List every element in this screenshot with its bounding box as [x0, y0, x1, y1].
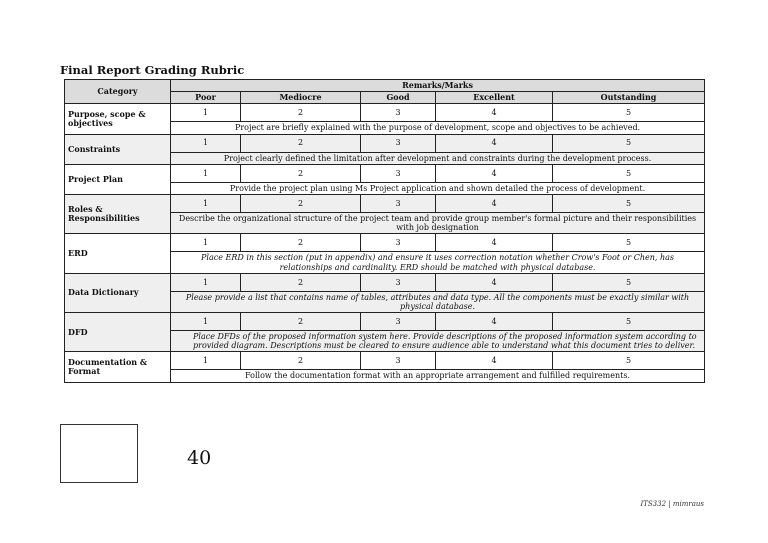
- score-cell: 2: [241, 104, 361, 122]
- table-row: [65, 313, 705, 331]
- score-cell: 3: [361, 273, 436, 291]
- score-cell: 4: [436, 352, 553, 370]
- grading-rubric-table: [64, 79, 705, 383]
- category-cell: ERD: [65, 234, 171, 273]
- table-row: [65, 164, 705, 182]
- table-row: [65, 194, 705, 212]
- score-cell: 1: [171, 273, 241, 291]
- score-cell: 2: [241, 164, 361, 182]
- score-cell: 4: [436, 194, 553, 212]
- category-cell: DFD: [65, 313, 171, 352]
- page-footer: ITS332 | mimraus: [640, 500, 704, 508]
- score-cell: 2: [241, 313, 361, 331]
- score-cell: 4: [436, 104, 553, 122]
- description-cell: Please provide a list that contains name of tables, attributes and data type. All the components must be exactly similar with physical database.: [171, 291, 705, 312]
- score-cell: 3: [361, 313, 436, 331]
- score-cell: 1: [171, 134, 241, 152]
- score-cell: 1: [171, 313, 241, 331]
- score-cell: 1: [171, 234, 241, 252]
- category-cell: Project Plan: [65, 164, 171, 194]
- level-header-excellent: Excellent: [436, 92, 553, 104]
- description-cell: Place DFDs of the proposed information system here. Provide descriptions of the proposed information system according to provided diagram. Descriptions must be cleared to ensure audience able to understand what this document tries to deliver.: [171, 331, 705, 352]
- score-cell: 5: [553, 352, 705, 370]
- score-cell: 3: [361, 234, 436, 252]
- score-cell: 5: [553, 194, 705, 212]
- score-cell: 3: [361, 352, 436, 370]
- category-cell: Data Dictionary: [65, 273, 171, 312]
- score-cell: 3: [361, 194, 436, 212]
- table-row: [65, 273, 705, 291]
- description-cell: Follow the documentation format with an appropriate arrangement and fulfilled requirements.: [171, 370, 705, 382]
- table-row: [65, 104, 705, 122]
- description-cell: Place ERD in this section (put in appendix) and ensure it uses correction notation whether Crow's Foot or Chen, has relationships and cardinality. ERD should be matched with physical database.: [171, 252, 705, 273]
- page-title: Final Report Grading Rubric: [60, 63, 245, 77]
- score-cell: 2: [241, 134, 361, 152]
- score-cell: 2: [241, 194, 361, 212]
- category-cell: Documentation & Format: [65, 352, 171, 382]
- score-cell: 5: [553, 134, 705, 152]
- remarks-header: Remarks/Marks: [171, 80, 705, 92]
- category-header: Category: [65, 80, 171, 104]
- score-cell: 3: [361, 164, 436, 182]
- description-cell: Project are briefly explained with the purpose of development, scope and objectives to be achieved.: [171, 122, 705, 134]
- score-cell: 3: [361, 134, 436, 152]
- category-cell: Roles & Responsibilities: [65, 194, 171, 233]
- description-cell: Describe the organizational structure of the project team and provide group member's formal picture and their responsibilities with job designation: [171, 212, 705, 233]
- score-cell: 1: [171, 352, 241, 370]
- score-cell: 5: [553, 273, 705, 291]
- score-cell: 4: [436, 313, 553, 331]
- category-cell: Constraints: [65, 134, 171, 164]
- table-row: [65, 134, 705, 152]
- score-cell: 2: [241, 352, 361, 370]
- score-cell: 1: [171, 104, 241, 122]
- score-cell: 1: [171, 194, 241, 212]
- score-cell: 5: [553, 104, 705, 122]
- score-cell: 4: [436, 273, 553, 291]
- score-cell: 4: [436, 234, 553, 252]
- description-cell: Provide the project plan using Ms Project application and shown detailed the process of development.: [171, 182, 705, 194]
- level-header-poor: Poor: [171, 92, 241, 104]
- score-cell: 4: [436, 134, 553, 152]
- category-cell: Purpose, scope & objectives: [65, 104, 171, 134]
- score-cell: 5: [553, 313, 705, 331]
- table-row: [65, 352, 705, 370]
- total-score: 40: [187, 447, 212, 469]
- score-box: [60, 424, 138, 483]
- level-header-mediocre: Mediocre: [241, 92, 361, 104]
- level-header-outstanding: Outstanding: [553, 92, 705, 104]
- score-cell: 5: [553, 234, 705, 252]
- level-header-good: Good: [361, 92, 436, 104]
- score-cell: 2: [241, 273, 361, 291]
- score-cell: 4: [436, 164, 553, 182]
- score-cell: 1: [171, 164, 241, 182]
- table-row: [65, 234, 705, 252]
- description-cell: Project clearly defined the limitation after development and constraints during the development process.: [171, 152, 705, 164]
- score-cell: 2: [241, 234, 361, 252]
- score-cell: 3: [361, 104, 436, 122]
- score-cell: 5: [553, 164, 705, 182]
